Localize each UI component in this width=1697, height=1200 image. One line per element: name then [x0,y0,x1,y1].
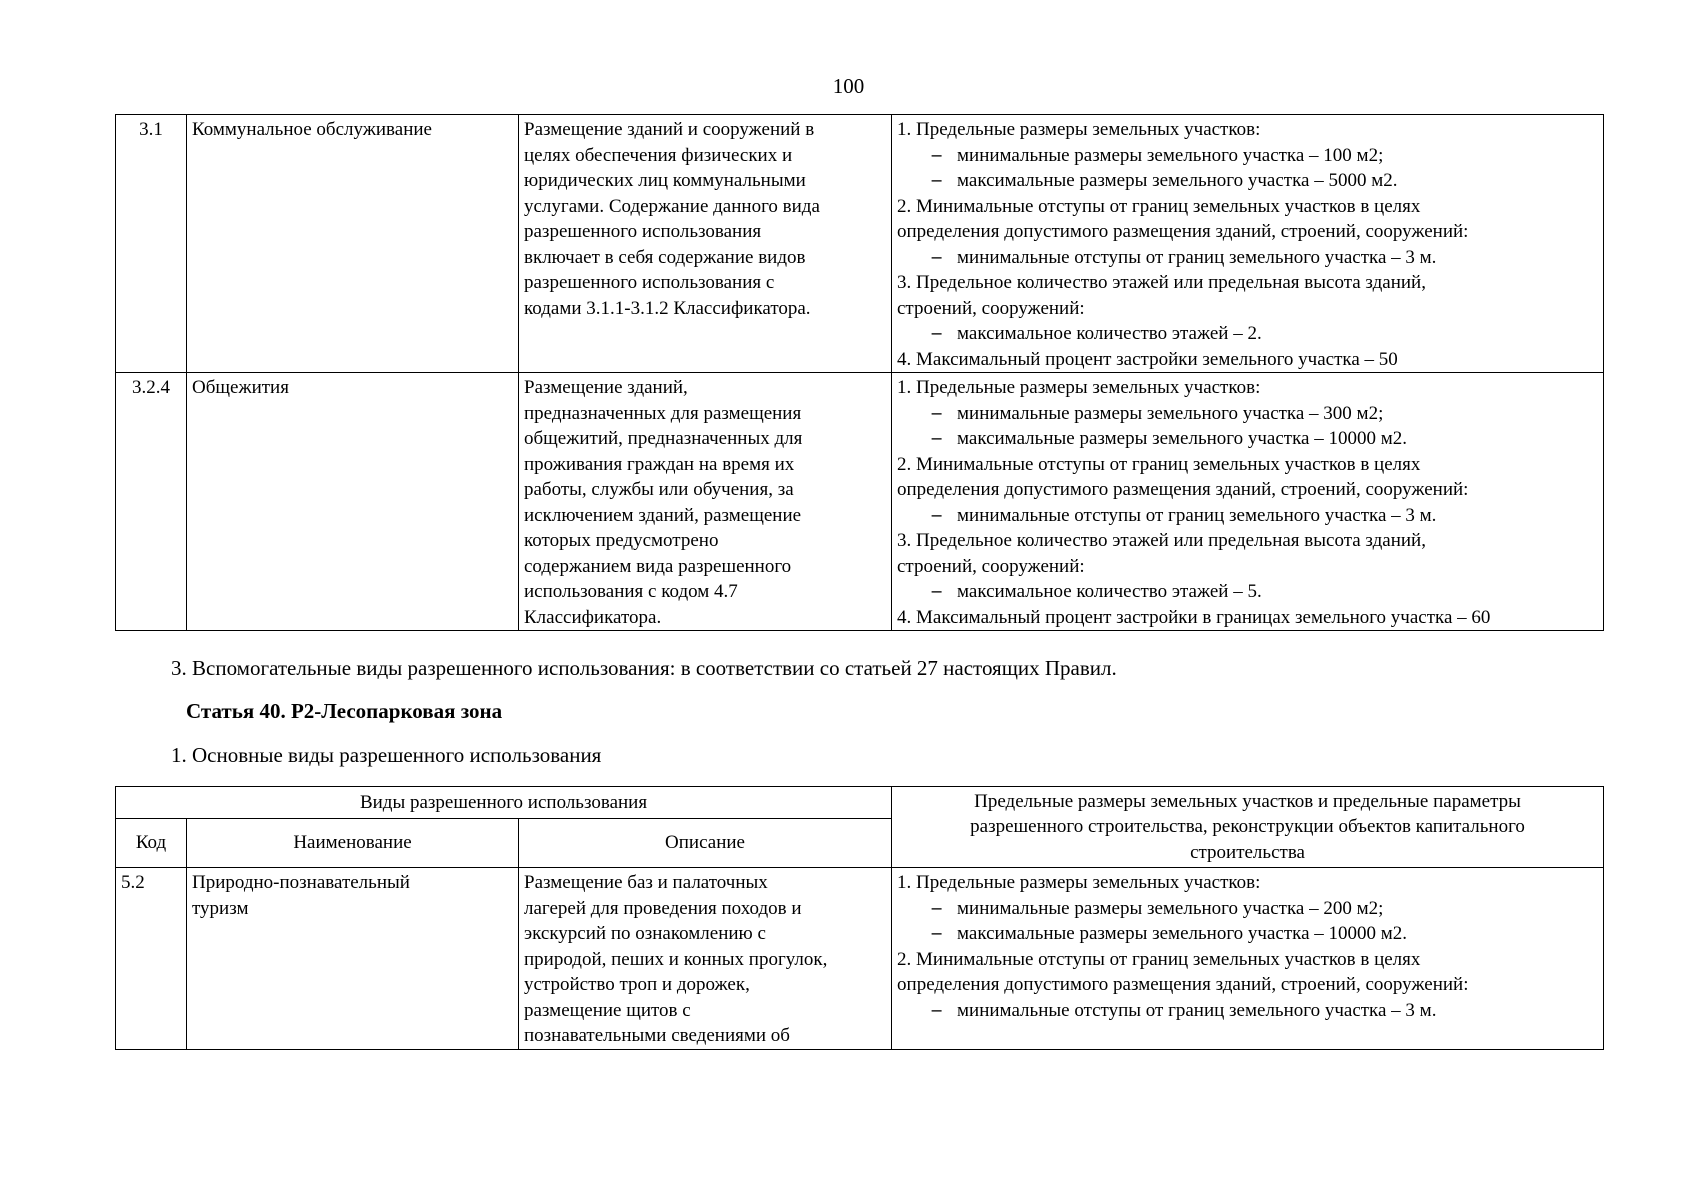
param-bullet: − минимальные отступы от границ земельного участка – 3 м. [897,245,1598,271]
param-bullet: − максимальные размеры земельного участка – 5000 м2. [897,168,1598,194]
description-line: которых предусмотрено [524,530,719,551]
description-line: услугами. Содержание данного вида [524,195,820,217]
header-code: Код [116,819,187,868]
description-line: содержанием вида разрешенного [524,555,792,577]
description-line: Размещение зданий и сооружений в [524,119,815,140]
param-heading: 1. Предельные размеры земельных участков: [897,377,1261,398]
main-uses-paragraph: 1. Основные виды разрешенного использования [171,743,602,767]
table-row [116,115,1604,373]
param-heading: 2. Минимальные отступы от границ земельных участков в целях [897,948,1421,970]
page-number: 100 [832,74,865,98]
param-heading: 3. Предельное количество этажей или предельная высота зданий, [897,530,1426,551]
param-bullet: − минимальные размеры земельного участка – 300 м2; [897,401,1598,427]
description-line: проживания граждан на время их [524,453,795,475]
table-row [116,868,1604,1050]
description-line: Классификатора. [524,606,662,628]
header-params [892,787,1604,868]
description-line: природой, пеших и конных прогулок, [524,948,828,970]
table-top [115,114,1604,631]
article-title: Статья 40. Р2-Лесопарковая зона [186,699,503,723]
row-name [187,868,519,1050]
param-heading-cont: строений, сооружений: [897,297,1085,319]
row-params [892,115,1604,373]
description-line: устройство троп и дорожек, [524,974,750,995]
param-bullet: − максимальные размеры земельного участка – 10000 м2. [897,426,1598,452]
param-heading-cont: определения допустимого размещения зданий, строений, сооружений: [897,974,1469,995]
description-line: работы, службы или обучения, за [524,479,794,500]
description-line: предназначенных для размещения [524,402,802,424]
description-line: юридических лиц коммунальными [524,170,806,191]
description-line: исключением зданий, размещение [524,504,802,526]
name-line: Природно-познавательный [192,872,410,893]
row-params [892,373,1604,631]
table-bottom [115,786,1604,1050]
param-heading: 1. Предельные размеры земельных участков: [897,119,1261,140]
description-line: познавательными сведениями об [524,1025,790,1046]
row-name: Коммунальное обслуживание [187,115,519,373]
param-bullet: − максимальные размеры земельного участка – 10000 м2. [897,921,1598,947]
description-line: кодами 3.1.1-3.1.2 Классификатора. [524,297,811,319]
param-heading: 1. Предельные размеры земельных участков: [897,872,1261,893]
description-line: размещение щитов с [524,999,691,1021]
description-line: лагерей для проведения походов и [524,897,802,919]
param-bullet: − минимальные отступы от границ земельного участка – 3 м. [897,998,1598,1024]
row-params [892,868,1604,1050]
param-heading: 4. Максимальный процент застройки земельного участка – 50 [897,348,1398,370]
row-code: 3.1 [116,115,187,373]
description-line: целях обеспечения физических и [524,144,793,166]
table-row [116,373,1604,631]
header-name: Наименование [187,819,519,868]
description-line: использования с кодом 4.7 [524,581,738,602]
description-line: разрешенного использования [524,221,762,242]
header-params-line: Предельные размеры земельных участков и предельные параметры [974,790,1521,812]
param-bullet: − максимальное количество этажей – 2. [897,321,1598,347]
row-description [519,868,892,1050]
description-line: Размещение зданий, [524,377,688,398]
header-group: Виды разрешенного использования [116,787,892,819]
param-heading-cont: определения допустимого размещения зданий, строений, сооружений: [897,479,1469,500]
row-code: 5.2 [116,868,187,1050]
param-heading: 4. Максимальный процент застройки в границах земельного участка – 60 [897,606,1491,628]
description-line: экскурсий по ознакомлению с [524,923,766,944]
param-bullet: − минимальные размеры земельного участка – 100 м2; [897,143,1598,169]
row-description [519,115,892,373]
param-bullet: − максимальное количество этажей – 5. [897,579,1598,605]
table-header-row [116,787,1604,819]
header-description: Описание [519,819,892,868]
param-heading: 2. Минимальные отступы от границ земельных участков в целях [897,195,1421,217]
param-heading-cont: строений, сооружений: [897,555,1085,577]
header-params-line: разрешенного строительства, реконструкции объектов капитального [970,816,1525,838]
auxiliary-uses-paragraph: 3. Вспомогательные виды разрешенного использования: в соответствии со статьей 27 настоящих Правил. [171,656,1117,680]
row-code: 3.2.4 [116,373,187,631]
header-params-line: строительства [1190,841,1305,863]
row-name: Общежития [187,373,519,631]
param-heading: 3. Предельное количество этажей или предельная высота зданий, [897,272,1426,293]
description-line: включает в себя содержание видов [524,246,806,268]
param-heading-cont: определения допустимого размещения зданий, строений, сооружений: [897,221,1469,242]
name-line: туризм [192,897,249,919]
param-bullet: − минимальные размеры земельного участка – 200 м2; [897,896,1598,922]
description-line: Размещение баз и палаточных [524,872,768,893]
description-line: разрешенного использования с [524,272,775,293]
description-line: общежитий, предназначенных для [524,428,803,449]
row-description [519,373,892,631]
param-bullet: − минимальные отступы от границ земельного участка – 3 м. [897,503,1598,529]
param-heading: 2. Минимальные отступы от границ земельных участков в целях [897,453,1421,475]
